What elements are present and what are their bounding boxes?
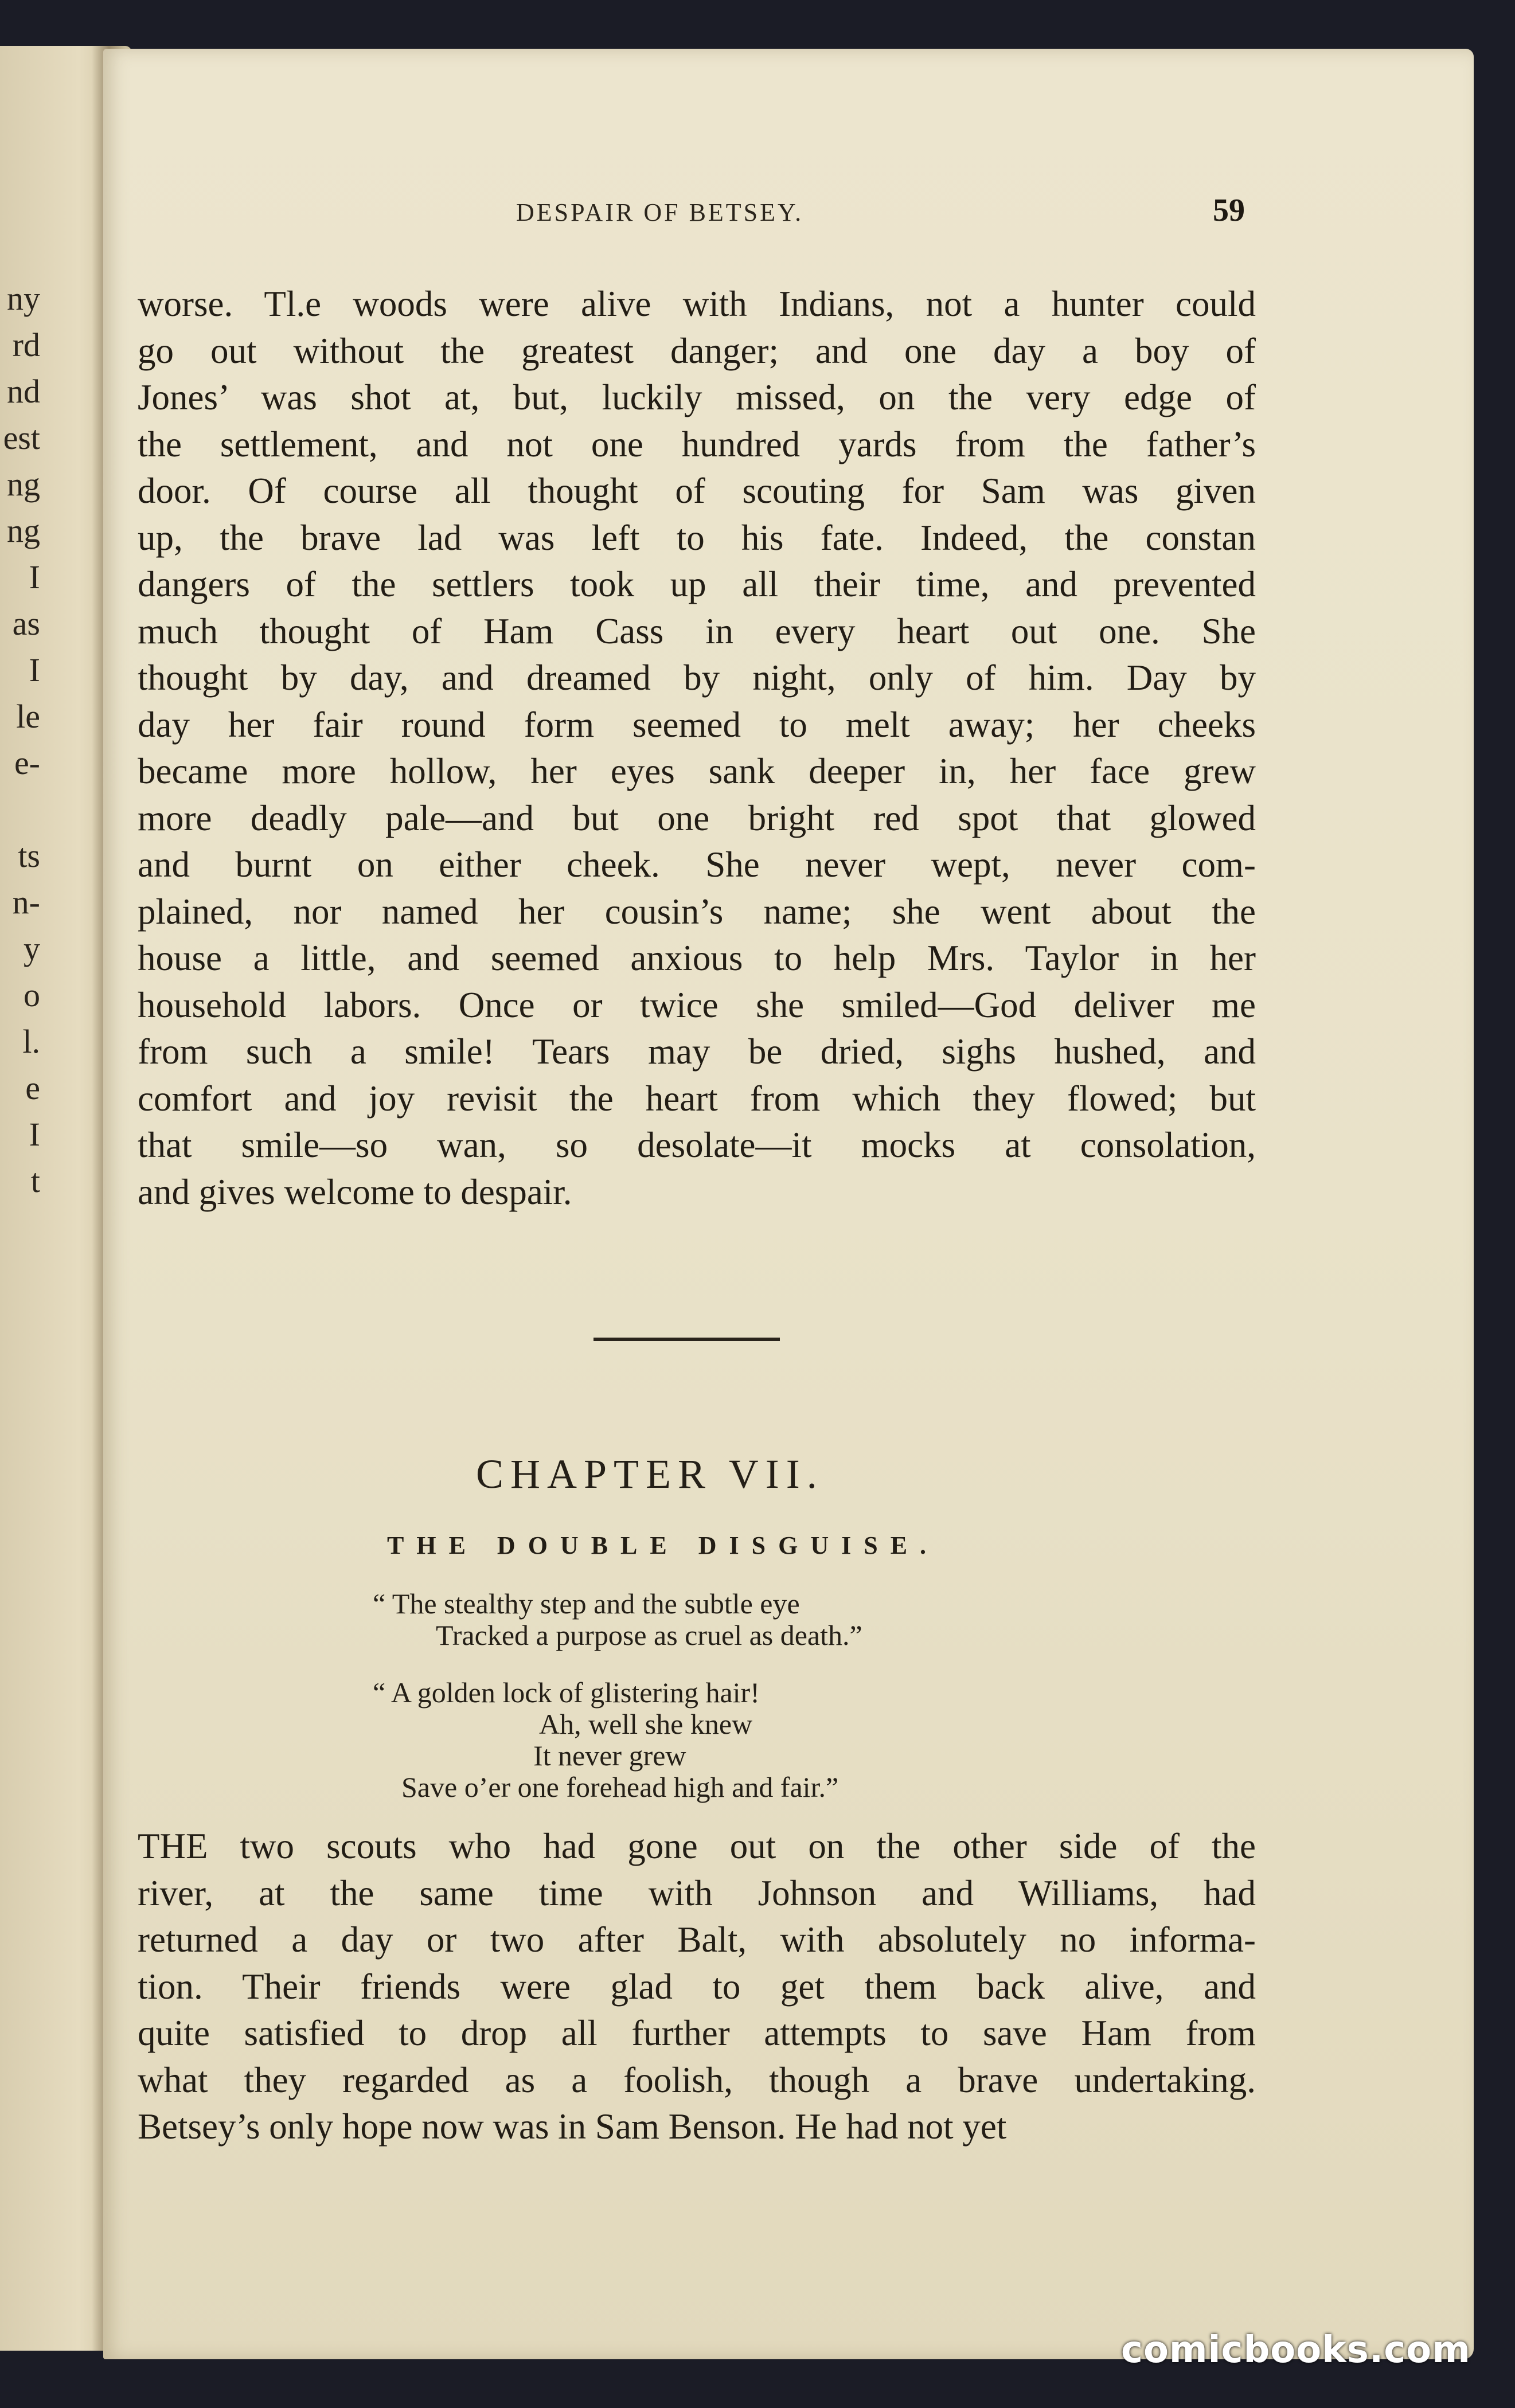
text-line: house a little, and seemed anxious to help Mrs. Taylor in her <box>138 938 1256 978</box>
epigraph-2 <box>373 1677 838 1803</box>
text-line: up, the brave lad was left to his fate. Indeed, the constan <box>138 517 1256 558</box>
text-line: more deadly pale—and but one bright red spot that glowed <box>138 798 1256 838</box>
facing-page-fragment: I <box>29 558 40 596</box>
epigraph-line: Ah, well she knew <box>539 1708 753 1740</box>
text-line: dangers of the settlers took up all their time, and prevented <box>138 564 1256 604</box>
facing-page-fragment: as <box>12 605 40 642</box>
facing-page-fragment: nd <box>7 373 40 410</box>
text-line: Jones’ was shot at, but, luckily missed, on the very edge of <box>138 377 1256 417</box>
paragraph-2 <box>138 1823 1256 2151</box>
facing-page-fragment: o <box>24 976 40 1014</box>
text-line: worse. Tl.e woods were alive with Indians, not a hunter could <box>138 284 1256 324</box>
text-line: returned a day or two after Balt, with absolutely no informa- <box>138 1920 1256 1960</box>
text-line: quite satisfied to drop all further attempts to save Ham from <box>138 2013 1256 2053</box>
facing-page-fragment <box>0 786 40 832</box>
text-line: river, at the same time with Johnson and Williams, had <box>138 1873 1256 1913</box>
watermark: comicbooks.com <box>1121 2329 1471 2371</box>
text-line: and burnt on either cheek. She never wept, never com- <box>138 845 1256 885</box>
text-line: comfort and joy revisit the heart from which they flowed; but <box>138 1078 1256 1119</box>
text-line: much thought of Ham Cass in every heart out one. She <box>138 611 1256 651</box>
text-line: household labors. Once or twice she smiled—God deliver me <box>138 984 1256 1025</box>
facing-page-fragment <box>0 1297 40 1343</box>
facing-page-fragment: I <box>29 1116 40 1153</box>
text-line: tion. Their friends were glad to get them back alive, and <box>138 1966 1256 2007</box>
facing-page-fragment: e- <box>14 744 40 781</box>
facing-page-fragment: t <box>30 1162 40 1199</box>
facing-page-fragment: l. <box>22 1023 40 1060</box>
section-rule <box>593 1338 780 1341</box>
facing-page-fragment: ng <box>7 512 40 549</box>
facing-page-fragment: est <box>3 419 40 456</box>
epigraph-1 <box>373 1588 862 1651</box>
text-line: plained, nor named her cousin’s name; she went about the <box>138 891 1256 932</box>
epigraph-line: Tracked a purpose as cruel as death.” <box>436 1619 862 1651</box>
facing-page-fragment: n- <box>12 884 40 921</box>
facing-page-fragment: ng <box>7 466 40 503</box>
running-head: DESPAIR OF BETSEY. <box>516 198 804 226</box>
text-line: day her fair round form seemed to melt away; her cheeks <box>138 704 1256 745</box>
text-line: what they regarded as a foolish, though a brave undertaking. <box>138 2059 1256 2100</box>
facing-page-fragment: y <box>24 930 40 967</box>
text-line: from such a smile! Tears may be dried, sighs hushed, and <box>138 1031 1256 1072</box>
facing-page-fragment <box>0 1250 40 1297</box>
facing-page-fragment: le <box>16 698 40 735</box>
epigraph-line: It never grew <box>533 1739 686 1772</box>
facing-page-fragment: ts <box>18 837 40 874</box>
page-number: 59 <box>1213 193 1245 228</box>
facing-page-fragment <box>0 1204 40 1250</box>
chapter-subtitle: THE DOUBLE DISGUISE. <box>387 1531 939 1559</box>
text-line: door. Of course all thought of scouting for Sam was given <box>138 471 1256 511</box>
facing-page-fragment: e <box>25 1069 40 1107</box>
epigraph-line: “ A golden lock of glistering hair! <box>373 1676 760 1709</box>
text-line: THE two scouts who had gone out on the other side of the <box>138 1826 1256 1866</box>
text-line: Betsey’s only hope now was in Sam Benson. He had not yet <box>138 2106 1007 2147</box>
text-line: the settlement, and not one hundred yards from the father’s <box>138 424 1256 464</box>
paragraph-1 <box>138 281 1256 1215</box>
chapter-title: CHAPTER VII. <box>476 1451 824 1497</box>
epigraph-line: “ The stealthy step and the subtle eye <box>373 1588 800 1620</box>
epigraph-line: Save o’er one forehead high and fair.” <box>401 1771 839 1803</box>
facing-page-fragment: I <box>29 651 40 689</box>
text-line: became more hollow, her eyes sank deeper in, her face grew <box>138 751 1256 791</box>
text-line: and gives welcome to despair. <box>138 1171 572 1212</box>
text-line: thought by day, and dreamed by night, only of him. Day by <box>138 658 1256 698</box>
facing-page-fragment: rd <box>12 326 40 363</box>
facing-page-fragment: ny <box>7 280 40 317</box>
text-line: that smile—so wan, so desolate—it mocks at consolation, <box>138 1125 1256 1165</box>
facing-page-text <box>0 275 40 1343</box>
text-line: go out without the greatest danger; and one day a boy of <box>138 330 1256 371</box>
